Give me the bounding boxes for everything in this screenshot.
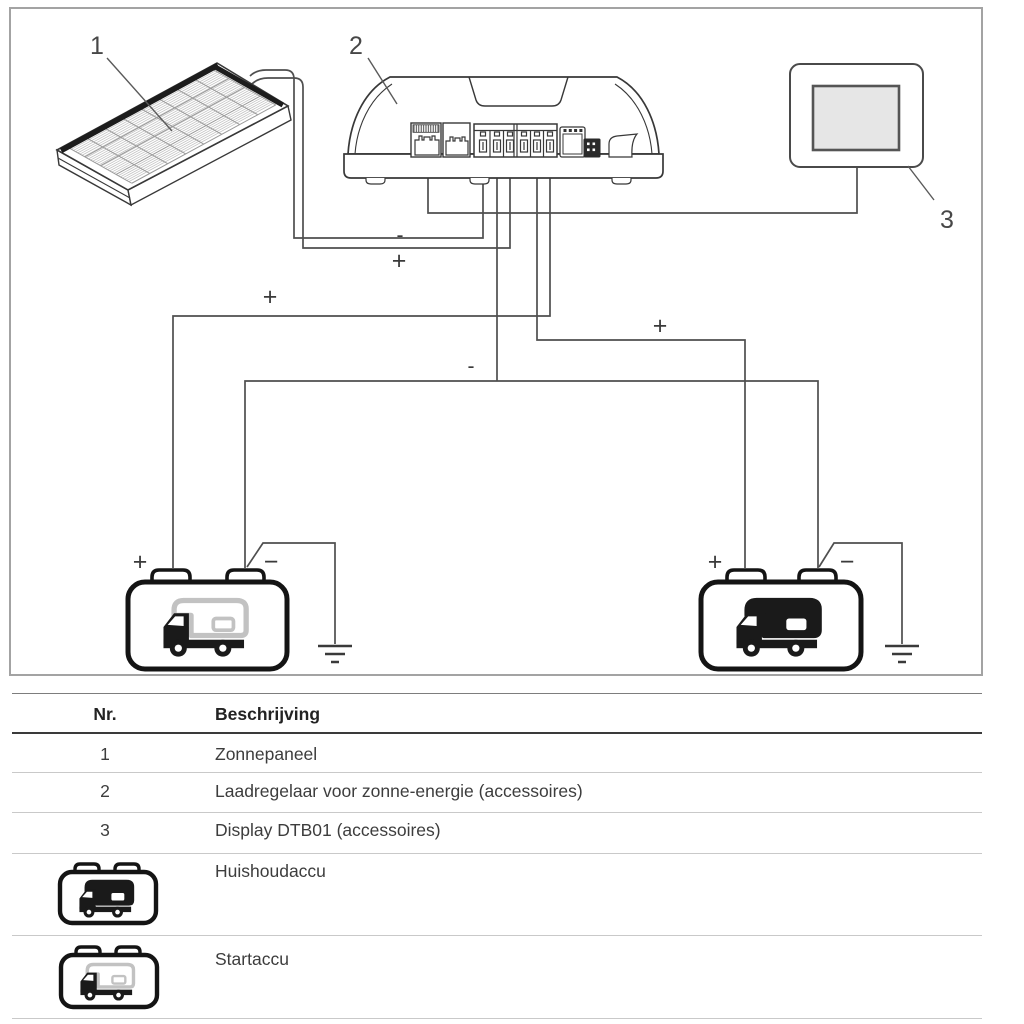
controller-foot: [612, 178, 631, 184]
row-description: Laadregelaar voor zonne-energie (accessoires): [215, 781, 583, 801]
ground-symbol-left: [318, 646, 352, 662]
row-description: Huishoudaccu: [215, 861, 326, 881]
household-battery: [701, 570, 861, 669]
callout-1: 1: [90, 32, 104, 60]
table-rule: [12, 732, 982, 734]
rj-port-2: [443, 123, 470, 157]
label-batt-left-plus: +: [132, 548, 148, 576]
header-nr: Nr.: [93, 704, 117, 724]
row-description: Display DTB01 (accessoires): [215, 820, 441, 840]
aux-connector: [560, 127, 585, 157]
table-rule: [12, 935, 982, 936]
label-left-plus: +: [262, 283, 278, 311]
label-batt-right-minus: −: [839, 548, 855, 576]
row-nr: 1: [100, 744, 110, 764]
label-right-plus: +: [652, 312, 668, 340]
display-screen: [813, 86, 899, 150]
pin-connector: [584, 139, 600, 157]
row-description: Zonnepaneel: [215, 744, 318, 764]
starter-battery: [128, 570, 287, 669]
label-minus-bus: -: [467, 355, 475, 378]
callout-3: 3: [940, 206, 954, 234]
label-panel-plus: +: [391, 247, 407, 275]
starter-battery-icon: [58, 942, 160, 1010]
terminal-block: [474, 124, 557, 157]
controller-foot: [470, 178, 489, 184]
solar-panel: [57, 63, 291, 205]
table-rule: [12, 812, 982, 813]
display-unit: [790, 64, 923, 167]
label-batt-left-minus: −: [263, 548, 279, 576]
charge-controller: [344, 77, 663, 184]
row-description: Startaccu: [215, 949, 289, 969]
household-battery-icon: [57, 860, 159, 926]
row-nr: 2: [100, 781, 110, 801]
label-panel-minus: -: [396, 224, 404, 247]
table-rule: [12, 1018, 982, 1019]
callout-2: 2: [349, 32, 363, 60]
row-nr: 3: [100, 820, 110, 840]
controller-foot: [366, 178, 385, 184]
rj-port-1: [411, 123, 441, 157]
header-description: Beschrijving: [215, 704, 321, 724]
table-rule: [12, 772, 982, 773]
label-batt-right-plus: +: [707, 548, 723, 576]
table-rule: [12, 853, 982, 854]
table-rule: [12, 693, 982, 694]
ground-symbol-right: [885, 646, 919, 662]
